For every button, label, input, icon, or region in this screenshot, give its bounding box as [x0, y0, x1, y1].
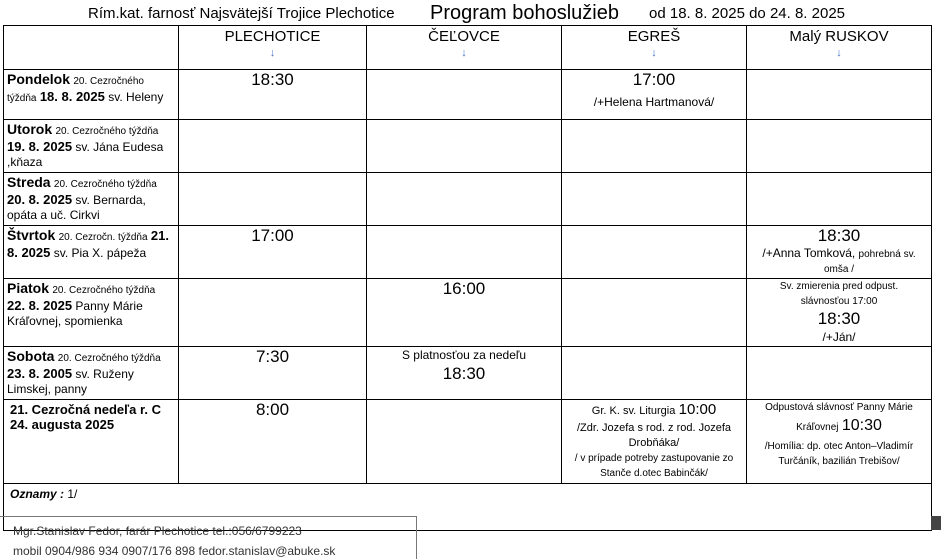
down-arrow-icon: ↓	[836, 47, 842, 59]
down-arrow-icon: ↓	[269, 47, 276, 59]
down-arrow-icon: ↓	[461, 47, 467, 59]
header-row	[4, 26, 932, 70]
cell-wed-plechotice	[179, 173, 367, 226]
cell-thu-plechotice: 17:00	[179, 226, 367, 279]
cell-tue-ruskov	[747, 120, 932, 173]
cell-wed-egres	[562, 173, 747, 226]
parish-name: Rím.kat. farnosť Najsvätejší Trojice Plechotice	[88, 5, 395, 22]
document-header	[0, 2, 941, 26]
column-header-maly-ruskov: Malý RUSKOV ↓	[747, 26, 932, 70]
cell-wed-ruskov	[747, 173, 932, 226]
schedule-table	[3, 25, 932, 531]
table-row	[4, 173, 932, 226]
corner-cell	[4, 26, 179, 70]
table-row	[4, 70, 932, 120]
column-header-egres: EGREŠ ↓	[562, 26, 747, 70]
cell-mon-plechotice: 18:30	[179, 70, 367, 120]
cell-mon-celovce	[367, 70, 562, 120]
table-row	[4, 400, 932, 484]
cell-sat-egres	[562, 347, 747, 400]
page-corner-mark	[931, 516, 941, 530]
cell-fri-ruskov: Sv. zmierenia pred odpust. slávnosťou 17:00 18:30 /+Ján/	[747, 279, 932, 347]
announcements-label: Oznamy :	[10, 487, 65, 501]
contact-line-2: mobil 0904/986 934 0907/176 898 fedor.stanislav@abuke.sk	[13, 544, 336, 558]
down-arrow-icon: ↓	[651, 47, 657, 59]
table-row	[4, 279, 932, 347]
cell-sun-ruskov: Odpustová slávnosť Panny Márie Kráľovnej 10:30 /Homília: dp. otec Anton–Vladimír Turčáník, bazilián Trebišov/	[747, 400, 932, 484]
date-range: od 18. 8. 2025 do 24. 8. 2025	[649, 5, 846, 22]
contact-line-1: Mgr.Stanislav Fedor, farár Plechotice tel.:056/6799223	[13, 524, 302, 538]
day-cell-thursday: Štvrtok 20. Cezročn. týždňa 21. 8. 2025 sv. Pia X. pápeža	[4, 226, 179, 279]
cell-fri-plechotice	[179, 279, 367, 347]
cell-thu-ruskov: 18:30 /+Anna Tomková, pohrebná sv. omša /	[747, 226, 932, 279]
table-row	[4, 120, 932, 173]
day-cell-sunday: 21. Cezročná nedeľa r. C 24. augusta 2025	[4, 400, 179, 484]
cell-tue-plechotice	[179, 120, 367, 173]
cell-tue-egres	[562, 120, 747, 173]
cell-tue-celovce	[367, 120, 562, 173]
column-header-plechotice: PLECHOTICE ↓	[179, 26, 367, 70]
day-cell-monday: Pondelok 20. Cezročného týždňa 18. 8. 2025 sv. Heleny	[4, 70, 179, 120]
column-header-celovce: ČEĽOVCE ↓	[367, 26, 562, 70]
cell-sat-celovce: S platnosťou za nedeľu 18:30	[367, 347, 562, 400]
day-cell-friday: Piatok 20. Cezročného týždňa 22. 8. 2025 Panny Márie Kráľovnej, spomienka	[4, 279, 179, 347]
day-cell-tuesday: Utorok 20. Cezročného týždňa 19. 8. 2025 sv. Jána Eudesa ,kňaza	[4, 120, 179, 173]
cell-thu-celovce	[367, 226, 562, 279]
day-cell-saturday: Sobota 20. Cezročného týždňa 23. 8. 2005 sv. Ruženy Limskej, panny	[4, 347, 179, 400]
document-title: Program bohoslužieb	[430, 2, 619, 24]
table-row	[4, 226, 932, 279]
cell-sun-egres: Gr. K. sv. Liturgia 10:00 /Zdr. Jozefa s rod. z rod. Jozefa Drobňáka/ / v prípade potreby zastupovanie zo Stanče d.otec Babinčák/	[562, 400, 747, 484]
contact-footer	[0, 516, 417, 559]
cell-sat-ruskov	[747, 347, 932, 400]
day-cell-wednesday: Streda 20. Cezročného týždňa 20. 8. 2025 sv. Bernarda, opáta a uč. Cirkvi	[4, 173, 179, 226]
cell-mon-egres: 17:00 /+Helena Hartmanová/	[562, 70, 747, 120]
cell-sun-celovce	[367, 400, 562, 484]
table-row	[4, 347, 932, 400]
cell-fri-egres	[562, 279, 747, 347]
cell-thu-egres	[562, 226, 747, 279]
cell-fri-celovce: 16:00	[367, 279, 562, 347]
cell-sun-plechotice: 8:00	[179, 400, 367, 484]
cell-mon-ruskov	[747, 70, 932, 120]
cell-sat-plechotice: 7:30	[179, 347, 367, 400]
announcements-value: 1/	[67, 487, 78, 501]
cell-wed-celovce	[367, 173, 562, 226]
